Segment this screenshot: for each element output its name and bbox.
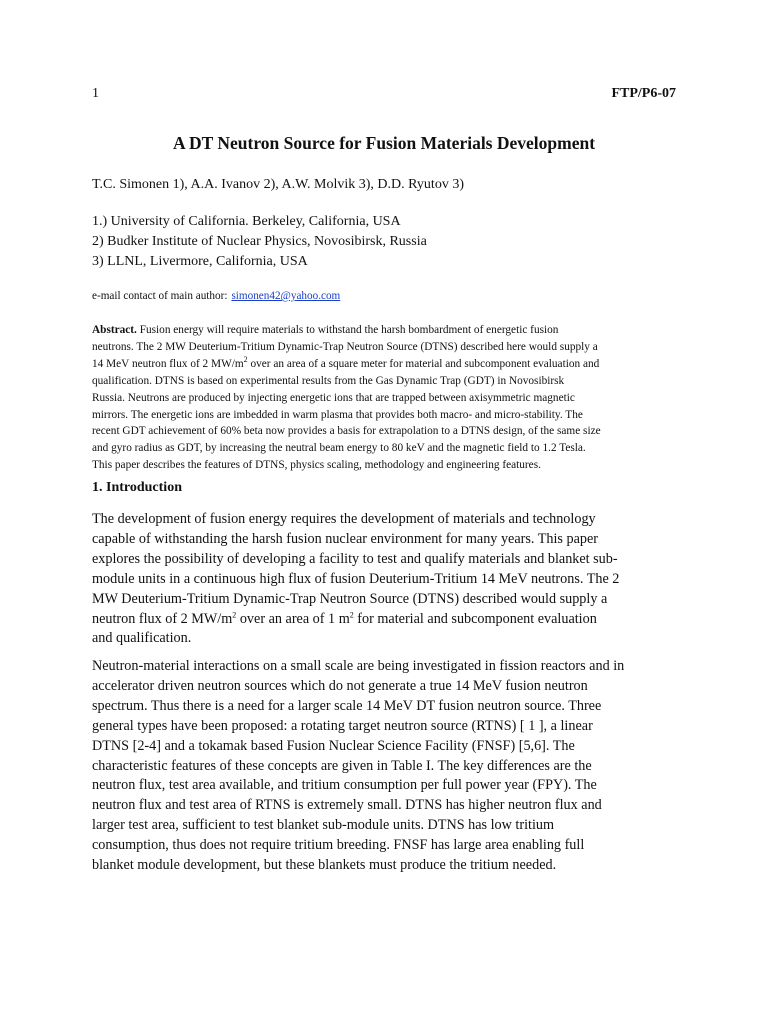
abstract-line: and gyro radius as GDT, by increasing the neutral beam energy to 80 keV and the magnetic field to 1.2 Tesla. bbox=[92, 442, 586, 455]
paragraph-line: accelerator driven neutron sources which do not generate a true 14 MeV fusion neutron bbox=[92, 677, 588, 694]
paper-code: FTP/P6-07 bbox=[611, 86, 676, 101]
paragraph-line: and qualification. bbox=[92, 630, 192, 647]
abstract-label: Abstract. bbox=[92, 324, 137, 336]
paper-title: A DT Neutron Source for Fusion Materials Development bbox=[172, 133, 596, 153]
paragraph-line: The development of fusion energy requires the development of materials and technology bbox=[92, 511, 596, 527]
abstract-line: qualification. DTNS is based on experimental results from the Gas Dynamic Trap (GDT) in Novosibirsk bbox=[92, 374, 565, 387]
affiliation-item: 2) Budker Institute of Nuclear Physics, Novosibirsk, Russia bbox=[92, 234, 427, 249]
affiliation-item: 1.) University of California. Berkeley, California, USA bbox=[92, 214, 401, 229]
author-list: T.C. Simonen 1), A.A. Ivanov 2), A.W. Molvik 3), D.D. Ryutov 3) bbox=[92, 177, 464, 192]
paragraph-line: blanket module development, but these blankets must produce the tritium needed. bbox=[92, 857, 557, 874]
affiliation-item: 3) LLNL, Livermore, California, USA bbox=[92, 254, 308, 269]
paragraph-line: DTNS [2-4] and a tokamak based Fusion Nuclear Science Facility (FNSF) [5,6]. The bbox=[92, 737, 575, 754]
paragraph-line: explores the possibility of developing a facility to test and qualify materials and blanket sub- bbox=[92, 550, 618, 567]
paragraph-line: Neutron-material interactions on a small scale are being investigated in fission reactors and in bbox=[92, 658, 625, 674]
page-number: 1 bbox=[92, 86, 99, 101]
paragraph-line: spectrum. Thus there is a need for a larger scale 14 MeV DT fusion neutron source. Three bbox=[92, 697, 602, 714]
email-link[interactable]: simonen42@yahoo.com bbox=[231, 290, 341, 302]
page-header bbox=[92, 86, 676, 106]
paragraph-line: neutron flux of 2 $MW/m^2$ over an area of 1 $m^2$ for material and subcomponent evaluation bbox=[92, 609, 597, 627]
contact-label: e-mail contact of main author: bbox=[92, 290, 228, 302]
abstract-line: Russia. Neutrons are produced by injecting energetic ions that are trapped between axisymmetric magnetic bbox=[92, 391, 575, 404]
paragraph-line: general types have been proposed: a rotating target neutron source (RTNS) [ 1 ], a linear bbox=[92, 717, 593, 734]
abstract-line: recent GDT achievement of 60% beta now provides a basis for extrapolation to a DTNS design, of the same size bbox=[92, 425, 601, 438]
abstract-line: mirrors. The energetic ions are imbedded in warm plasma that provides both macro- and micro-stability. The bbox=[92, 408, 583, 421]
paragraph-line: MW Deuterium-Tritium Dynamic-Trap Neutron Source (DTNS) described would supply a bbox=[92, 590, 608, 607]
paragraph-line: neutron flux, test area available, and tritium consumption per full power year (FPY). The bbox=[92, 777, 597, 794]
paragraph-line: capable of withstanding the harsh fusion nuclear environment for many years. This paper bbox=[92, 530, 598, 547]
contact-line bbox=[92, 290, 340, 302]
abstract-line: neutrons. The 2 MW Deuterium-Tritium Dynamic-Trap Neutron Source (DTNS) described here would supply a bbox=[92, 340, 598, 353]
affiliation-list bbox=[92, 212, 427, 272]
intro-paragraph-1 bbox=[92, 510, 692, 649]
abstract bbox=[92, 322, 676, 474]
abstract-line: This paper describes the features of DTNS, physics scaling, methodology and engineering features. bbox=[92, 459, 541, 472]
abstract-line: 14 MeV neutron flux of 2 $MW/m^2$ over an area of a square meter for material and subcomponent evaluation and bbox=[92, 355, 600, 370]
paragraph-line: consumption, thus does not require tritium breeding. FNSF has large area enabling full bbox=[92, 837, 585, 854]
section-heading: 1. Introduction bbox=[92, 480, 182, 495]
paragraph-line: larger test area, sufficient to test blanket sub-module units. DTNS has low tritium bbox=[92, 817, 555, 834]
paragraph-line: module units in a continuous high flux of fusion Deuterium-Tritium 14 MeV neutrons. The 2 bbox=[92, 570, 620, 587]
abstract-line: Abstract. Fusion energy will require materials to withstand the harsh bombardment of energetic fusion bbox=[92, 324, 559, 336]
paragraph-line: characteristic features of these concepts are given in Table I. The key differences are the bbox=[92, 757, 592, 774]
paragraph-line: neutron flux and test area of RTNS is extremely small. DTNS has higher neutron flux and bbox=[92, 797, 602, 814]
intro-paragraph-2 bbox=[92, 657, 692, 876]
